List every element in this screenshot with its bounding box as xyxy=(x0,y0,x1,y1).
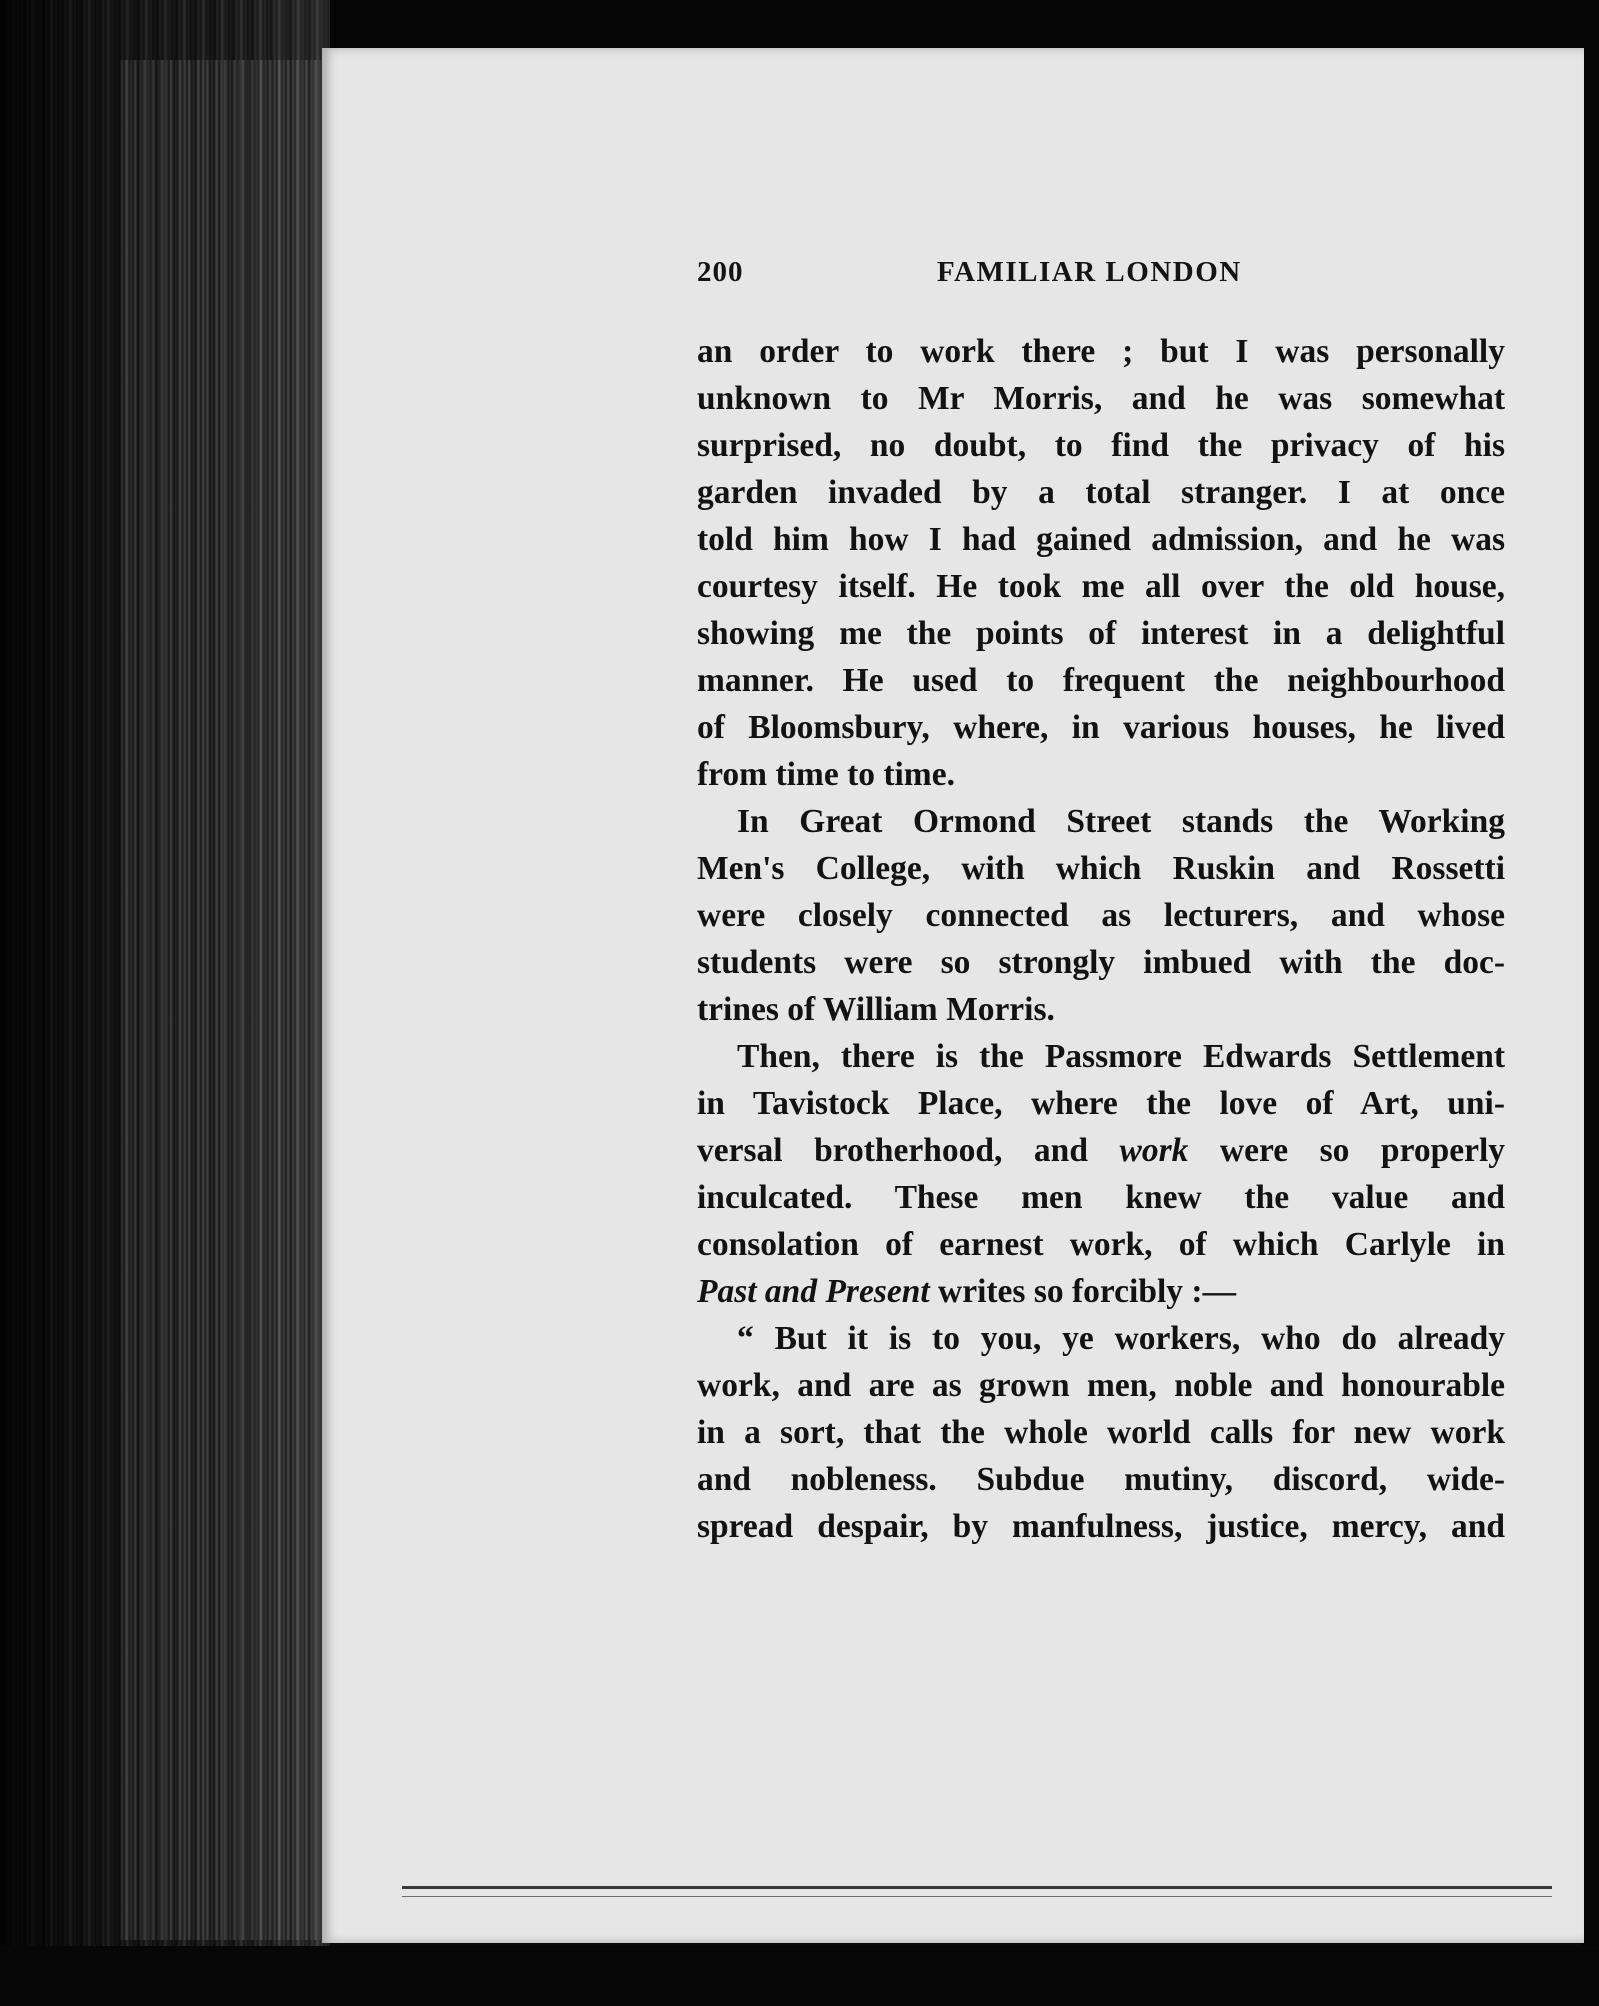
page-bottom-edge xyxy=(402,1886,1552,1889)
text-line: In Great Ormond Street stands the Working xyxy=(737,803,1505,840)
text-run: writes so forcibly :— xyxy=(938,1273,1237,1310)
text-line: of Bloomsbury, where, in various houses, he lived xyxy=(697,709,1505,746)
running-head xyxy=(697,256,1505,304)
body-text xyxy=(697,328,1505,1550)
text-line: in Tavistock Place, where the love of Art, uni- xyxy=(697,1085,1505,1122)
text-line: garden invaded by a total stranger. I at once xyxy=(697,474,1505,511)
text-line: work, and are as grown men, noble and honourable xyxy=(697,1367,1505,1404)
paragraph-working-mens-college xyxy=(697,798,1505,1033)
text-line: “ But it is to you, ye workers, who do already xyxy=(737,1320,1505,1357)
text-line: were closely connected as lecturers, and whose xyxy=(697,897,1505,934)
page-bottom-edge-shadow xyxy=(402,1896,1552,1897)
text-line: Then, there is the Passmore Edwards Settlement xyxy=(737,1038,1505,1075)
text-line: consolation of earnest work, of which Carlyle in xyxy=(697,1226,1505,1263)
text-line: courtesy itself. He took me all over the old house, xyxy=(697,568,1505,605)
page-number: 200 xyxy=(697,256,744,288)
text-line: in a sort, that the whole world calls for new work xyxy=(697,1414,1505,1451)
text-line: students were so strongly imbued with the doc- xyxy=(697,944,1505,981)
text-line-with-italic xyxy=(697,1268,1505,1315)
text-line: trines of William Morris. xyxy=(697,991,1055,1028)
text-line: and nobleness. Subdue mutiny, discord, wide- xyxy=(697,1461,1505,1498)
text-line: Men's College, with which Ruskin and Rossetti xyxy=(697,850,1505,887)
text-line: unknown to Mr Morris, and he was somewhat xyxy=(697,380,1505,417)
text-run: were so properly xyxy=(1219,1132,1506,1169)
text-line: an order to work there ; but I was personally xyxy=(697,333,1505,370)
text-line: told him how I had gained admission, and he was xyxy=(697,521,1505,558)
text-run: versal brotherhood, and xyxy=(697,1132,1088,1169)
paragraph-carlyle-quote xyxy=(697,1315,1505,1550)
italic-word: work xyxy=(1119,1132,1189,1169)
italic-title: Past and Present xyxy=(697,1273,930,1310)
paragraph-morris xyxy=(697,328,1505,798)
text-line: from time to time. xyxy=(697,756,955,793)
text-line-with-italic xyxy=(697,1127,1505,1174)
text-line: surprised, no doubt, to find the privacy of his xyxy=(697,427,1505,464)
paragraph-passmore-edwards xyxy=(697,1033,1505,1315)
book-page xyxy=(322,48,1584,1943)
book-page-edges xyxy=(0,0,330,2006)
text-line: inculcated. These men knew the value and xyxy=(697,1179,1505,1216)
text-line: showing me the points of interest in a delightful xyxy=(697,615,1505,652)
scan-bottom-border xyxy=(0,1946,1599,2006)
text-line: manner. He used to frequent the neighbourhood xyxy=(697,662,1505,699)
book-title: FAMILIAR LONDON xyxy=(937,256,1242,288)
text-line: spread despair, by manfulness, justice, mercy, and xyxy=(697,1508,1505,1545)
